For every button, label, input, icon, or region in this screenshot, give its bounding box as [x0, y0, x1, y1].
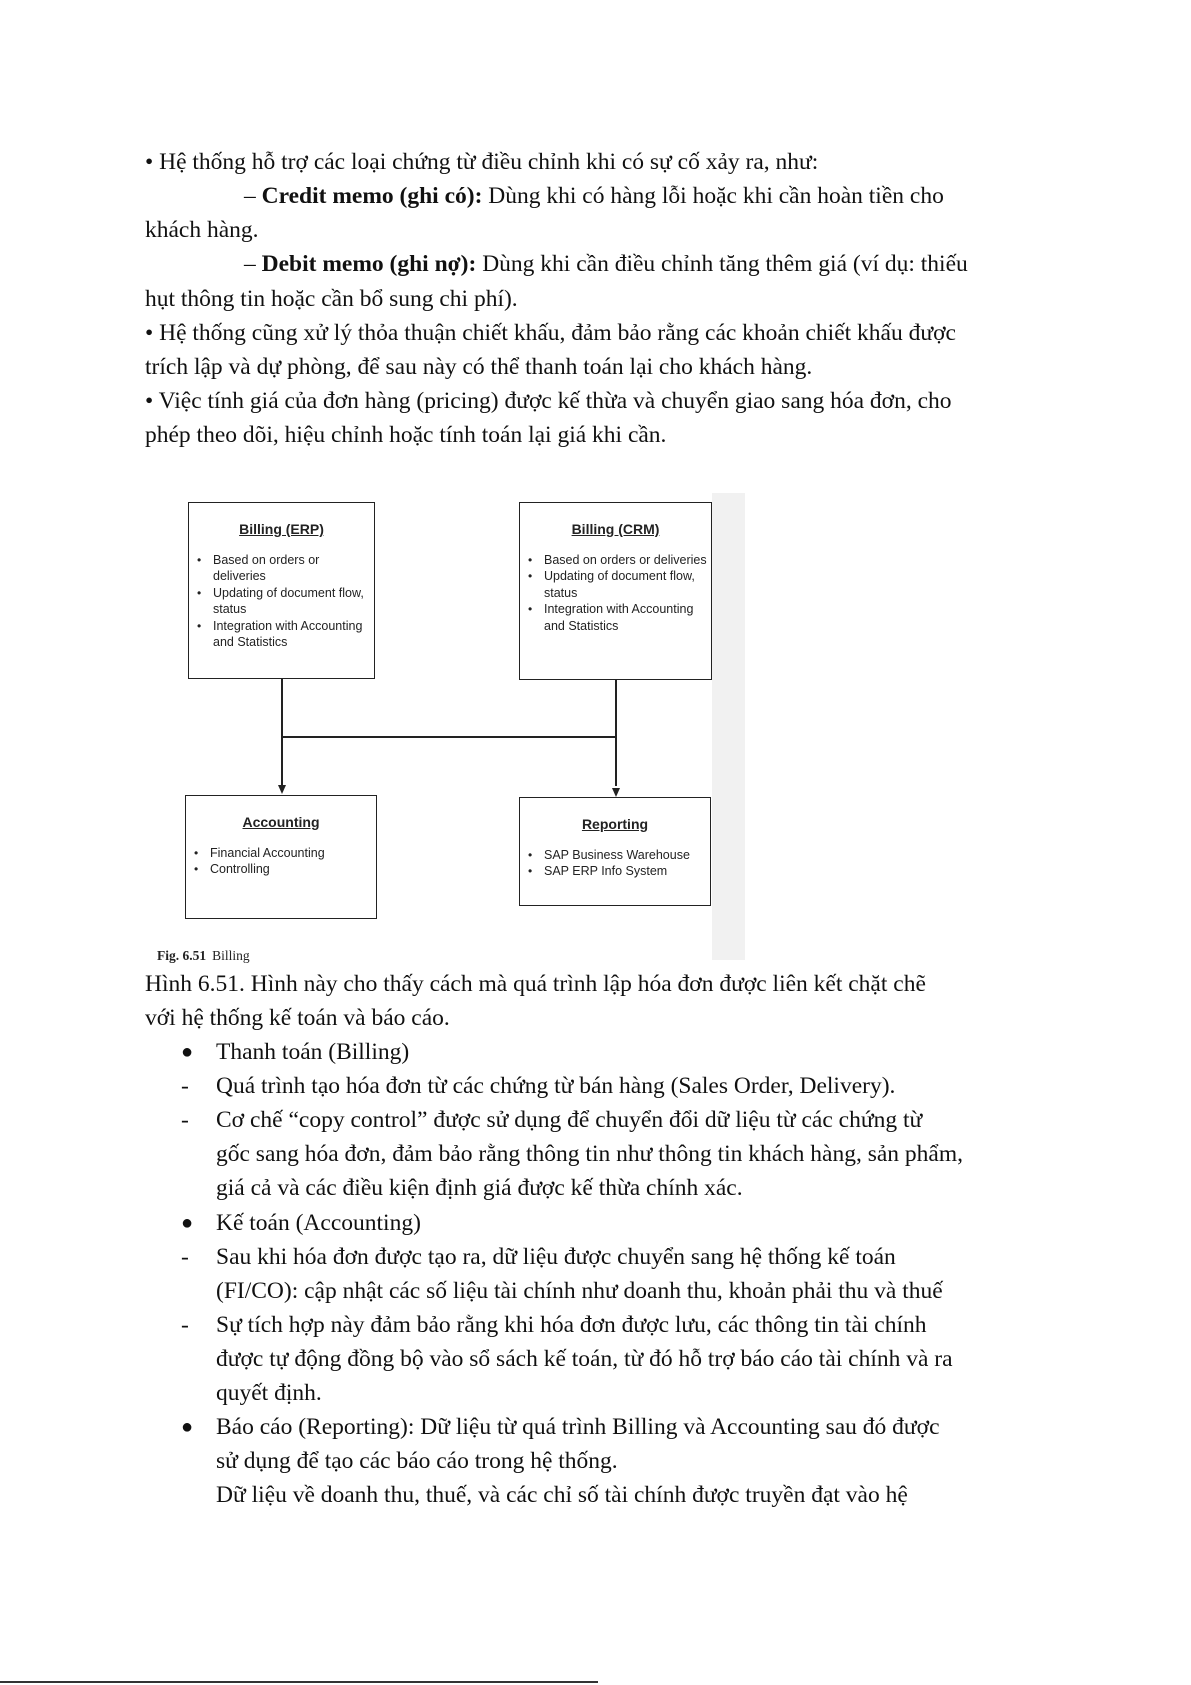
- debit-memo-label: Debit memo (ghi nợ):: [261, 251, 477, 277]
- list-item: • Financial Accounting: [210, 845, 376, 862]
- dash-mark: -: [181, 1107, 189, 1133]
- dash-mark: -: [181, 1244, 189, 1270]
- dash-mark: -: [181, 1312, 189, 1338]
- accounting-desc-1b: (FI/CO): cập nhật các số liệu tài chính như doanh thu, khoản phải thu và thuế: [216, 1278, 943, 1304]
- debit-memo-cont: hụt thông tin hoặc cần bổ sung chi phí).: [145, 286, 518, 312]
- bullet-mark: ●: [181, 1416, 194, 1438]
- figure-description-a: Hình 6.51. Hình này cho thấy cách mà quá trình lập hóa đơn được liên kết chặt chẽ: [145, 971, 926, 997]
- credit-memo-line: [244, 179, 1044, 214]
- accounting-desc-2c: quyết định.: [216, 1380, 322, 1406]
- connector-horizontal: [281, 736, 616, 738]
- accounting-desc-2a: Sự tích hợp này đảm bảo rằng khi hóa đơn được lưu, các thông tin tài chính: [216, 1312, 927, 1338]
- list-item: • Controlling: [210, 861, 376, 878]
- reporting-list: [520, 847, 710, 880]
- billing-erp-box: [188, 502, 375, 679]
- credit-memo-label: Credit memo (ghi có):: [261, 183, 483, 209]
- intro-bullet-2a: • Hệ thống cũng xử lý thỏa thuận chiết khấu, đảm bảo rằng các khoản chiết khấu được: [145, 320, 956, 346]
- figure-description-b: với hệ thống kế toán và báo cáo.: [145, 1005, 450, 1031]
- caption-label: Fig. 6.51: [157, 948, 207, 963]
- dash-mark: –: [244, 183, 256, 209]
- billing-desc-2c: giá cả và các điều kiện định giá được kế thừa chính xác.: [216, 1175, 743, 1201]
- page-edge-line: [0, 1681, 598, 1683]
- reporting-title: Reporting: [581, 816, 649, 832]
- reporting-text-a: Báo cáo (Reporting): Dữ liệu từ quá trình Billing và Accounting sau đó được: [216, 1414, 940, 1440]
- debit-memo-line: [244, 247, 1054, 282]
- caption-text: Billing: [212, 948, 250, 963]
- billing-crm-box: [519, 502, 712, 680]
- intro-bullet-1: • Hệ thống hỗ trợ các loại chứng từ điều chỉnh khi có sự cố xảy ra, như:: [145, 149, 819, 175]
- billing-heading: Thanh toán (Billing): [216, 1039, 410, 1065]
- list-item: • SAP ERP Info System: [544, 863, 710, 880]
- list-item: • Updating of document flow, status: [544, 568, 711, 601]
- reporting-text-b: sử dụng để tạo các báo cáo trong hệ thống.: [216, 1448, 618, 1474]
- billing-erp-list: [189, 552, 374, 651]
- accounting-heading: Kế toán (Accounting): [216, 1210, 421, 1236]
- billing-erp-title: Billing (ERP): [239, 521, 324, 537]
- billing-desc-2a: Cơ chế “copy control” được sử dụng để chuyển đổi dữ liệu từ các chứng từ: [216, 1107, 923, 1133]
- intro-bullet-3b: phép theo dõi, hiệu chỉnh hoặc tính toán lại giá khi cần.: [145, 422, 667, 448]
- arrow-down-icon: [278, 785, 286, 794]
- list-item: • Based on orders or deliveries: [544, 552, 711, 569]
- accounting-box: [185, 795, 377, 919]
- bullet-mark: ●: [181, 1041, 194, 1063]
- bullet-mark: ●: [181, 1212, 194, 1234]
- arrow-down-icon: [612, 788, 620, 797]
- connector-crm-down: [615, 680, 617, 786]
- list-item: • Integration with Accounting and Statistics: [544, 601, 711, 634]
- intro-bullet-2b: trích lập và dự phòng, để sau này có thể thanh toán lại cho khách hàng.: [145, 354, 813, 380]
- credit-memo-cont: khách hàng.: [145, 217, 259, 243]
- reporting-text-c: Dữ liệu về doanh thu, thuế, và các chỉ số tài chính được truyền đạt vào hệ: [216, 1482, 908, 1508]
- accounting-title: Accounting: [242, 814, 320, 830]
- billing-crm-list: [520, 552, 711, 635]
- list-item: • Integration with Accounting and Statistics: [213, 618, 374, 651]
- billing-crm-title: Billing (CRM): [571, 521, 660, 537]
- dash-mark: –: [244, 251, 256, 277]
- reporting-box: [519, 797, 711, 906]
- list-item: • SAP Business Warehouse: [544, 847, 710, 864]
- list-item: • Based on orders or deliveries: [213, 552, 374, 585]
- billing-desc-2b: gốc sang hóa đơn, đảm bảo rằng thông tin như thông tin khách hàng, sản phẩm,: [216, 1141, 963, 1167]
- accounting-desc-1a: Sau khi hóa đơn được tạo ra, dữ liệu được chuyển sang hệ thống kế toán: [216, 1244, 896, 1270]
- list-item: • Updating of document flow, status: [213, 585, 374, 618]
- accounting-desc-2b: được tự động đồng bộ vào sổ sách kế toán, từ đó hỗ trợ báo cáo tài chính và ra: [216, 1346, 953, 1372]
- credit-memo-text: Dùng khi có hàng lỗi hoặc khi cần hoàn tiền cho: [482, 183, 944, 209]
- billing-desc-1: Quá trình tạo hóa đơn từ các chứng từ bán hàng (Sales Order, Delivery).: [216, 1073, 896, 1099]
- intro-bullet-3a: • Việc tính giá của đơn hàng (pricing) được kế thừa và chuyển giao sang hóa đơn, cho: [145, 388, 952, 414]
- connector-erp-down: [281, 679, 283, 785]
- figure-shade: [712, 493, 745, 960]
- accounting-list: [186, 845, 376, 878]
- debit-memo-text: Dùng khi cần điều chỉnh tăng thêm giá (ví dụ: thiếu: [476, 251, 968, 277]
- dash-mark: -: [181, 1073, 189, 1099]
